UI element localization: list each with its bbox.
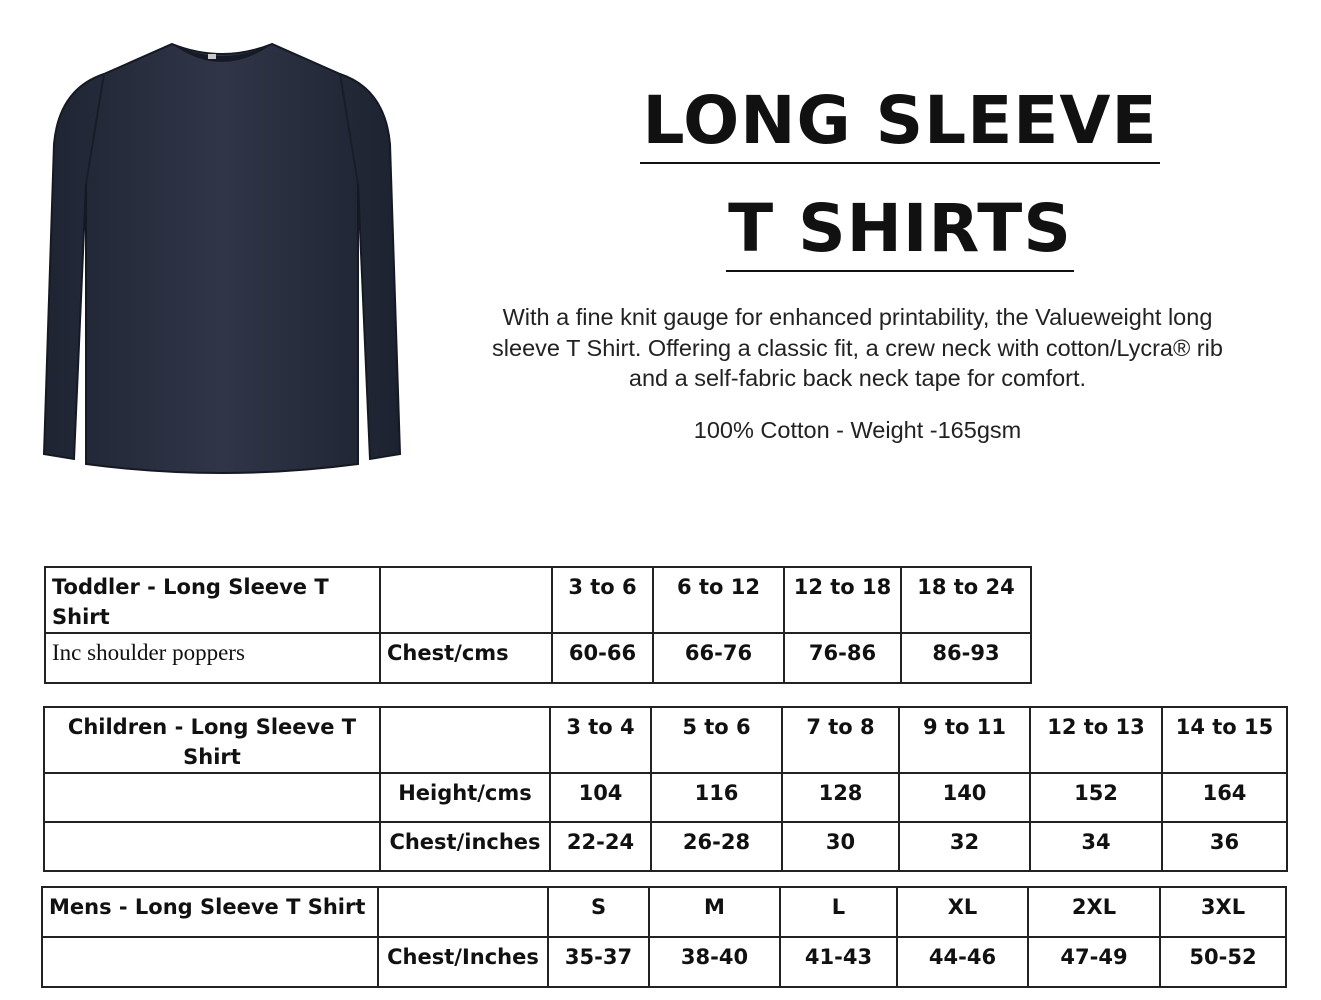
table-row [45,567,1031,633]
table-note: Inc shoulder poppers [45,633,380,683]
table-row [44,707,1287,773]
table-title: Children - Long Sleeve T Shirt [44,707,380,773]
size-header: 3 to 6 [552,567,653,633]
title-text-2: T SHIRTS [726,196,1074,272]
size-header: 14 to 15 [1162,707,1287,773]
table-cell [380,707,550,773]
table-cell: 116 [651,773,782,822]
table-cell: 35-37 [548,937,649,987]
table-cell [378,887,548,937]
table-cell: 50-52 [1160,937,1286,987]
table-cell: 41-43 [780,937,897,987]
title-line-2 [560,190,1240,272]
size-header: 9 to 11 [899,707,1030,773]
table-cell: 44-46 [897,937,1028,987]
size-header: 12 to 18 [784,567,901,633]
table-cell: 86-93 [901,633,1031,683]
table-row [44,773,1287,822]
table-cell: 34 [1030,822,1162,871]
table-cell [44,822,380,871]
table-cell: 140 [899,773,1030,822]
product-spec: 100% Cotton - Weight -165gsm [693,417,1022,443]
size-header: 7 to 8 [782,707,899,773]
table-cell: 66-76 [653,633,784,683]
size-header: 5 to 6 [651,707,782,773]
long-sleeve-shirt-image [40,34,404,480]
table-cell: 32 [899,822,1030,871]
size-header: L [780,887,897,937]
product-description: With a fine knit gauge for enhanced printability, the Valueweight long sleeve T Shirt. Offering a classic fit, a crew neck with cotton/Lycra® rib and a self-fabric back neck tape for comfort. [492,304,1223,391]
table-cell: 128 [782,773,899,822]
table-cell: 38-40 [649,937,780,987]
table-cell [44,773,380,822]
table-row [42,887,1286,937]
row-label: Chest/inches [380,822,550,871]
table-cell: 164 [1162,773,1287,822]
table-cell: 104 [550,773,651,822]
table-cell: 22-24 [550,822,651,871]
table-cell: 152 [1030,773,1162,822]
mens-size-table [41,886,1287,988]
title-text-1: LONG SLEEVE [640,88,1159,164]
size-header: 6 to 12 [653,567,784,633]
size-header: 3 to 4 [550,707,651,773]
table-title: Mens - Long Sleeve T Shirt [42,887,378,937]
table-row [42,937,1286,987]
size-header: M [649,887,780,937]
table-cell: 60-66 [552,633,653,683]
table-cell [380,567,552,633]
table-title: Toddler - Long Sleeve T Shirt [45,567,380,633]
toddler-size-table [44,566,1032,684]
table-row [44,822,1287,871]
table-cell [42,937,378,987]
size-header: XL [897,887,1028,937]
size-header: 18 to 24 [901,567,1031,633]
table-row [45,633,1031,683]
table-cell: 30 [782,822,899,871]
size-header: 2XL [1028,887,1160,937]
size-header: S [548,887,649,937]
title-line-1 [560,82,1240,164]
table-cell: 26-28 [651,822,782,871]
row-label: Height/cms [380,773,550,822]
table-cell: 36 [1162,822,1287,871]
table-cell: 76-86 [784,633,901,683]
size-header: 3XL [1160,887,1286,937]
children-size-table [43,706,1288,872]
table-cell: 47-49 [1028,937,1160,987]
row-label: Chest/Inches [378,937,548,987]
size-header: 12 to 13 [1030,707,1162,773]
row-label: Chest/cms [380,633,552,683]
